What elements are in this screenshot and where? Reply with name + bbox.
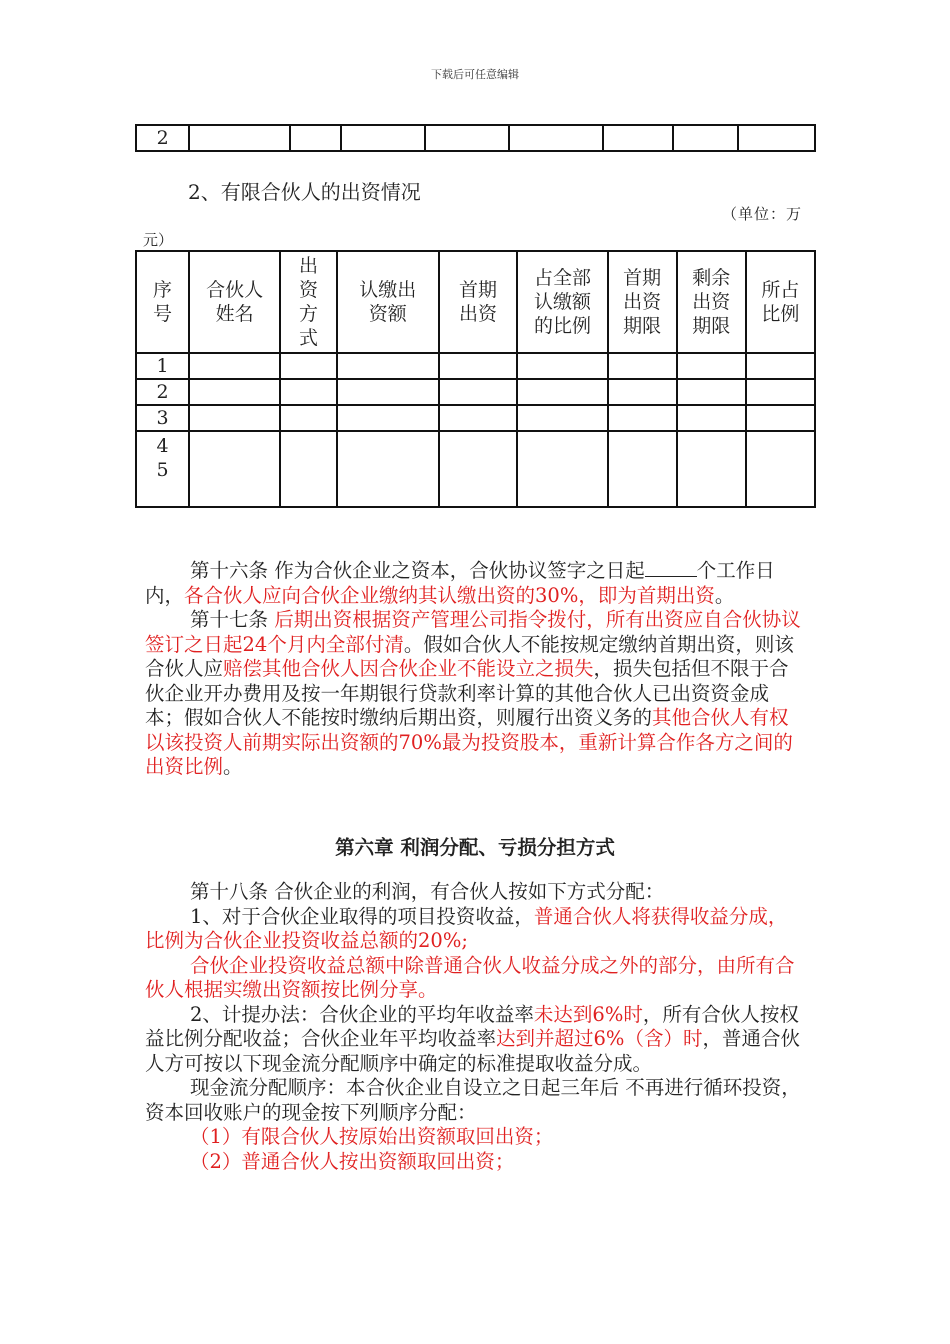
table-cell [439, 353, 518, 379]
column-header: 首期出资期限 [623, 267, 662, 337]
article-18-item-1b: 合伙企业投资收益总额中除普通合伙人收益分成之外的部分，由所有合伙人根据实缴出资额按比例分享。 [145, 953, 795, 1001]
article-18-item-2 [145, 1003, 805, 1077]
article-18-block [145, 880, 805, 1174]
table-cell [603, 125, 673, 151]
table-cell [337, 431, 439, 507]
limited-partner-contribution-table [135, 250, 816, 508]
article-18-intro: 第十八条 合伙企业的利润，有合伙人按如下方式分配： [190, 880, 665, 903]
row-number-cell: 1 [136, 353, 189, 379]
row-number-cell [136, 431, 189, 507]
table-cell [608, 431, 677, 507]
table-cell [280, 379, 337, 405]
column-header: 序号 [153, 279, 173, 325]
table-cell [337, 353, 439, 379]
article-17-highlight: 其他合伙人有权以该投资人前期实际出资额的70%最为投资股本，重新计算合作各方之间的出资比例 [145, 706, 793, 778]
article-17-text: 第十七条 [190, 608, 275, 631]
unit-label: （单位：万 [722, 205, 803, 223]
table-cell [509, 125, 603, 151]
table-cell [677, 431, 746, 507]
table-cell [746, 379, 815, 405]
article-16-text: 。 [714, 583, 735, 607]
item-highlight: 未达到6%时 [533, 1002, 643, 1026]
column-header: 合伙人姓名 [206, 279, 264, 325]
table-cell [337, 405, 439, 431]
item-text: ，普通合伙人方可按以下现金流分配顺序中确定的标准提取收益分成。 [145, 1027, 800, 1075]
table-row [136, 431, 815, 507]
item-highlight: 达到并超过6%（含）时 [496, 1027, 703, 1050]
column-header: 占全部认缴额的比例 [533, 267, 591, 337]
order-item-1: （1）有限合伙人按原始出资额取回出资； [190, 1125, 554, 1148]
item-text: 1、对于合伙企业取得的项目投资收益， [190, 904, 534, 928]
article-16-highlight: 各合伙人应向合伙企业缴纳其认缴出资的30%，即为首期出资 [184, 583, 715, 607]
table-cell [677, 379, 746, 405]
table-cell [746, 353, 815, 379]
article-17-highlight: 后期出资根据资产管理公司指令拨付，所有出资应自合伙协议签订之日起24个月内全部付清 [145, 608, 801, 656]
table-cell [439, 379, 518, 405]
table-cell [439, 431, 518, 507]
article-17 [145, 608, 805, 780]
table-cell [189, 405, 280, 431]
article-16-text: 第十六条 作为合伙企业之资本，合伙协议签字之日起 [190, 559, 645, 582]
section-title: 2、有限合伙人的出资情况 [188, 180, 421, 204]
table-cell [189, 125, 289, 151]
column-header: 剩余出资期限 [692, 267, 731, 337]
column-header: 首期出资 [459, 279, 498, 325]
row-number-cell: 3 [136, 405, 189, 431]
article-17-highlight: 赔偿其他合伙人因合伙企业不能设立之损失 [223, 657, 594, 680]
column-header: 出资方式 [299, 255, 319, 349]
table-cell [337, 379, 439, 405]
blank-field [645, 558, 697, 577]
row-number-cell: 2 [136, 125, 189, 151]
row-number: 5 [156, 459, 169, 481]
table-cell [189, 353, 280, 379]
table-cell [608, 405, 677, 431]
table-cell [280, 405, 337, 431]
table-cell [608, 353, 677, 379]
table-cell [290, 125, 341, 151]
cash-flow-order: 现金流分配顺序：本合伙企业自设立之日起三年后 不再进行循环投资，资本回收账户的现金按下列顺序分配： [145, 1076, 801, 1124]
table-cell [341, 125, 425, 151]
column-header: 所占比例 [761, 279, 800, 325]
table-row [136, 405, 815, 431]
table-cell [439, 405, 518, 431]
table-cell [608, 379, 677, 405]
table-cell [677, 353, 746, 379]
article-17-text: 。 [223, 755, 243, 778]
table-cell [673, 125, 739, 151]
table-header-row [136, 251, 815, 353]
unit-label-continued: 元） [143, 231, 174, 249]
table-cell [517, 379, 607, 405]
table-cell [425, 125, 509, 151]
article-16-text: 个工作日内， [145, 559, 775, 607]
table-cell [189, 431, 280, 507]
item-highlight: 普通合伙人将获得收益分成，比例为合伙企业投资收益总额的20%; [145, 904, 788, 952]
table-cell [280, 431, 337, 507]
table-cell [517, 431, 607, 507]
table-cell [746, 431, 815, 507]
partner-table-continued [135, 124, 816, 152]
table-row [136, 379, 815, 405]
article-16-block [145, 558, 805, 780]
table-cell [746, 405, 815, 431]
article-18-item-1 [145, 905, 805, 954]
order-item-2: （2）普通合伙人按出资额取回出资； [190, 1149, 515, 1173]
row-number-cell: 2 [136, 379, 189, 405]
table-cell [280, 353, 337, 379]
article-17-text: ，损失包括但不限于合伙企业开办费用及按一年期银行贷款利率计算的其他合伙人已出资资金成本；假如合伙人不能按时缴纳后期出资，则履行出资义务的 [145, 657, 789, 729]
table-cell [189, 379, 280, 405]
item-text: 2、计提办法：合伙企业的平均年收益率 [190, 1002, 534, 1026]
article-17-text: 。假如合伙人不能按规定缴纳首期出资，则该合伙人应 [145, 632, 794, 680]
page-header-note: 下载后可任意编辑 [431, 68, 519, 81]
column-header: 认缴出资额 [359, 279, 417, 325]
table-row [136, 125, 815, 151]
row-number: 4 [156, 435, 169, 457]
table-row [136, 353, 815, 379]
chapter-title: 第六章 利润分配、亏损分担方式 [335, 836, 615, 859]
table-cell [677, 405, 746, 431]
item-text: ，所有合伙人按权益比例分配收益；合伙企业年平均收益率 [145, 1002, 799, 1050]
table-cell [517, 405, 607, 431]
table-cell [738, 125, 815, 151]
article-16 [145, 558, 805, 608]
table-cell [517, 353, 607, 379]
